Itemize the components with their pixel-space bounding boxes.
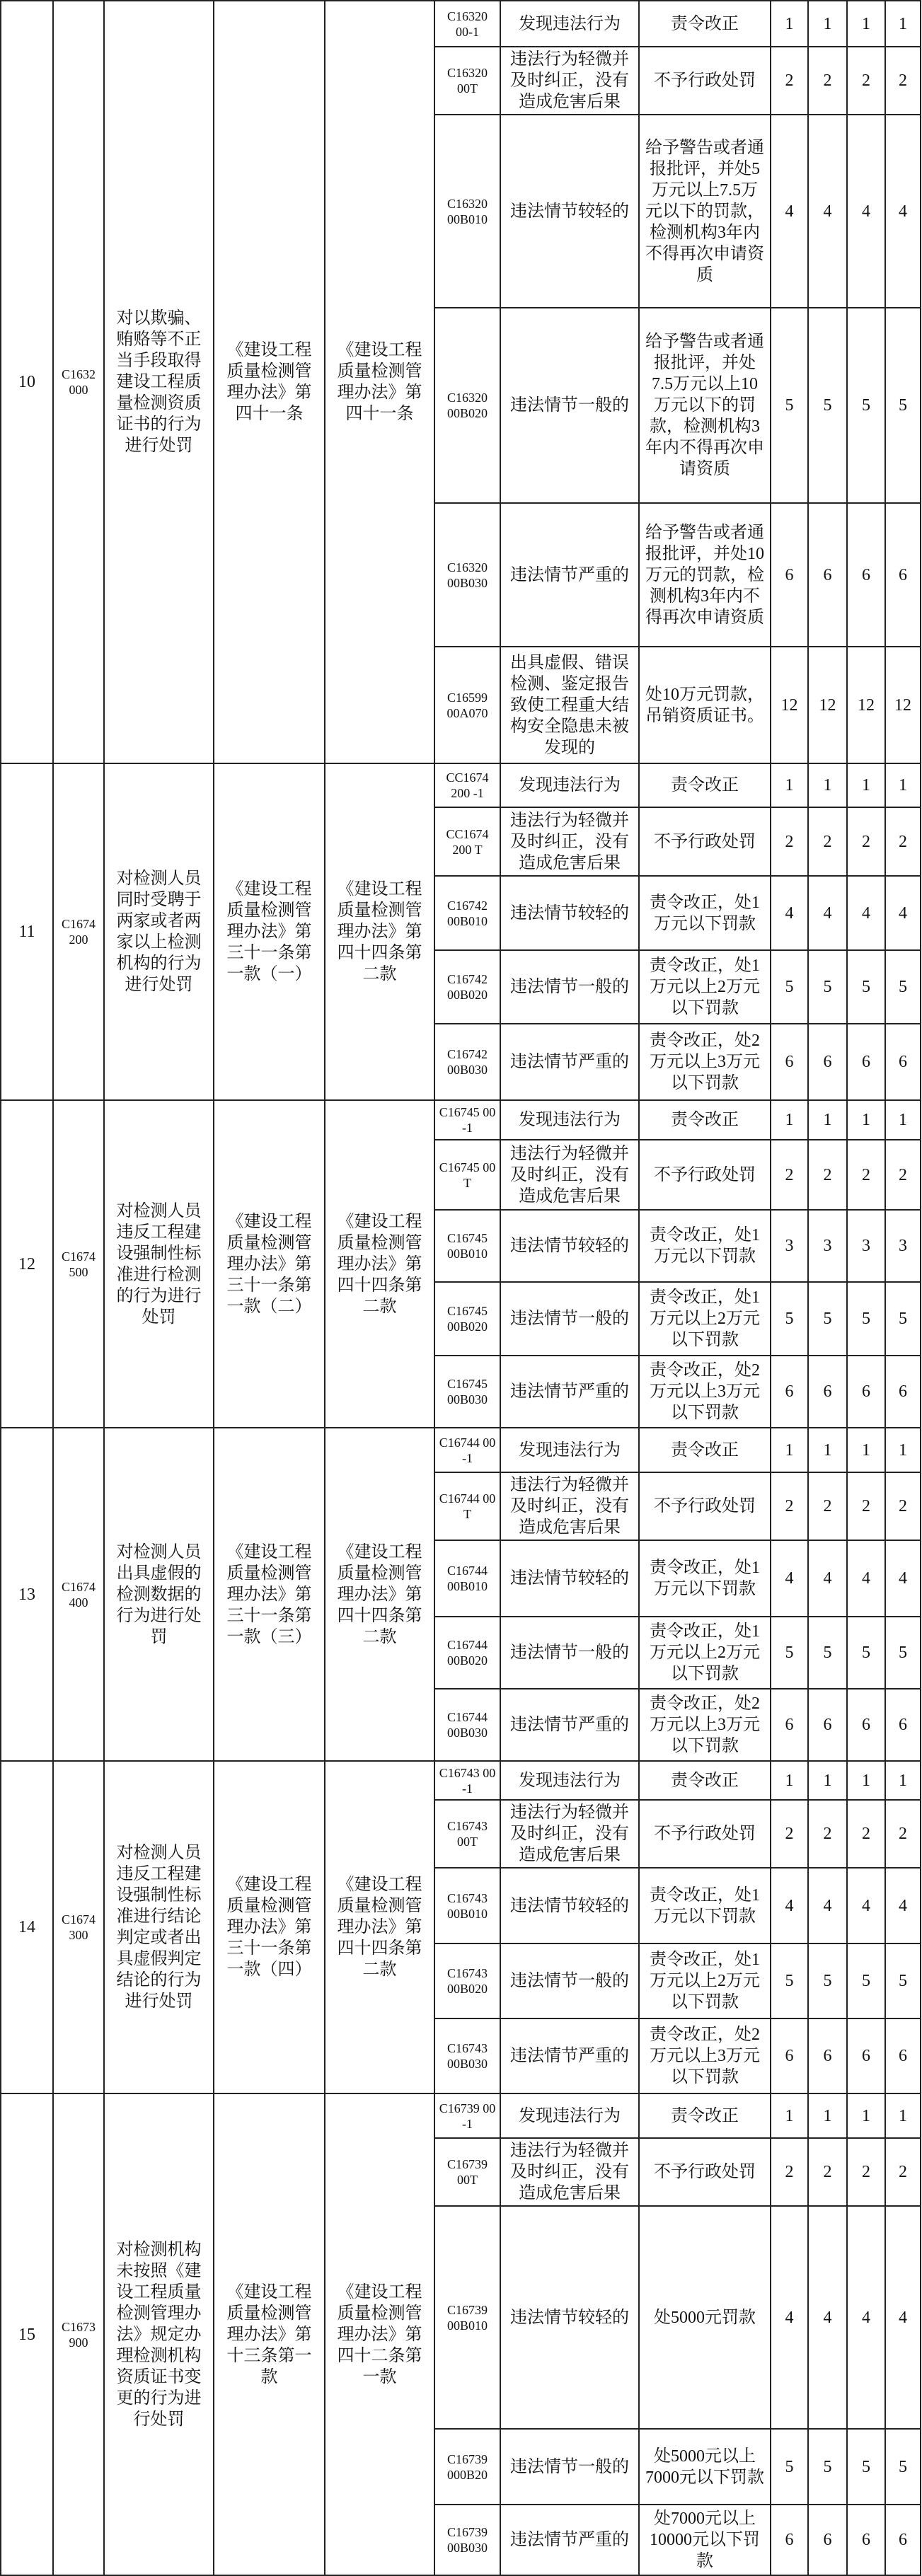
value-cell: 5 xyxy=(808,308,847,503)
value-cell: 6 xyxy=(808,2505,847,2575)
value-cell: 5 xyxy=(885,1943,921,2018)
item-description: 对检测人员违反工程建设强制性标准进行检测的行为进行处罚 xyxy=(104,1100,214,1428)
value-cell: 3 xyxy=(885,1210,921,1282)
value-cell: 4 xyxy=(885,876,921,950)
circumstance-cell: 违法行为轻微并及时纠正，没有造成危害后果 xyxy=(500,1800,639,1868)
value-cell: 2 xyxy=(771,1800,808,1868)
value-cell: 4 xyxy=(771,2206,808,2429)
circumstance-cell: 违法行为轻微并及时纠正，没有造成危害后果 xyxy=(500,807,639,876)
value-cell: 4 xyxy=(885,1868,921,1943)
table-row xyxy=(1,1100,921,1140)
circumstance-cell: 违法情节严重的 xyxy=(500,1356,639,1428)
value-cell: 4 xyxy=(771,1868,808,1943)
sub-item-code: C16745 00B010 xyxy=(434,1210,500,1282)
value-cell: 2 xyxy=(885,1800,921,1868)
value-cell: 3 xyxy=(808,1210,847,1282)
circumstance-cell: 违法情节严重的 xyxy=(500,2505,639,2575)
value-cell: 5 xyxy=(885,1617,921,1689)
value-cell: 2 xyxy=(808,807,847,876)
value-cell: 2 xyxy=(771,807,808,876)
sub-item-code: C16745 00B020 xyxy=(434,1282,500,1356)
sub-item-code: C16320 00B030 xyxy=(434,503,500,647)
value-cell: 4 xyxy=(808,115,847,308)
value-cell: 5 xyxy=(771,1282,808,1356)
value-cell: 4 xyxy=(847,876,885,950)
value-cell: 2 xyxy=(885,47,921,115)
circumstance-cell: 违法情节一般的 xyxy=(500,308,639,503)
circumstance-cell: 违法情节较轻的 xyxy=(500,1540,639,1617)
table-row xyxy=(1,2093,921,2138)
sub-item-code: C16739 00B030 xyxy=(434,2505,500,2575)
value-cell: 1 xyxy=(885,1428,921,1472)
penalty-basis-cell: 《建设工程质量检测管理办法》第四十二条第一款 xyxy=(325,2093,434,2575)
circumstance-cell: 违法情节较轻的 xyxy=(500,1210,639,1282)
value-cell: 1 xyxy=(885,1,921,47)
circumstance-cell: 违法情节严重的 xyxy=(500,503,639,647)
penalty-cell: 责令改正 xyxy=(639,1100,771,1140)
circumstance-cell: 违法情节较轻的 xyxy=(500,115,639,308)
value-cell: 5 xyxy=(771,1617,808,1689)
value-cell: 4 xyxy=(808,1868,847,1943)
item-description: 对检测人员出具虚假的检测数据的行为进行处罚 xyxy=(104,1428,214,1761)
value-cell: 1 xyxy=(808,1761,847,1800)
row-number: 11 xyxy=(1,763,53,1100)
value-cell: 6 xyxy=(847,1356,885,1428)
circumstance-cell: 违法情节一般的 xyxy=(500,950,639,1024)
value-cell: 6 xyxy=(771,1024,808,1100)
penalty-cell: 责令改正 xyxy=(639,2093,771,2138)
circumstance-cell: 发现违法行为 xyxy=(500,2093,639,2138)
value-cell: 1 xyxy=(808,1428,847,1472)
item-description: 对以欺骗、贿赂等不正当手段取得建设工程质量检测资质证书的行为进行处罚 xyxy=(104,1,214,763)
value-cell: 1 xyxy=(847,1761,885,1800)
value-cell: 1 xyxy=(847,763,885,807)
value-cell: 6 xyxy=(771,2505,808,2575)
penalty-cell: 责令改正，处1万元以上2万元以下罚款 xyxy=(639,1943,771,2018)
value-cell: 6 xyxy=(808,2018,847,2093)
value-cell: 1 xyxy=(885,1100,921,1140)
penalty-cell: 不予行政处罚 xyxy=(639,1472,771,1540)
table-row xyxy=(1,1428,921,1472)
value-cell: 1 xyxy=(771,1,808,47)
circumstance-cell: 违法情节一般的 xyxy=(500,2429,639,2505)
penalty-basis-cell: 《建设工程质量检测管理办法》第四十四条第二款 xyxy=(325,1428,434,1761)
value-cell: 1 xyxy=(771,1428,808,1472)
row-number: 12 xyxy=(1,1100,53,1428)
value-cell: 5 xyxy=(847,950,885,1024)
value-cell: 2 xyxy=(771,47,808,115)
value-cell: 5 xyxy=(847,308,885,503)
value-cell: 5 xyxy=(771,2429,808,2505)
value-cell: 4 xyxy=(847,1540,885,1617)
value-cell: 4 xyxy=(808,1540,847,1617)
value-cell: 6 xyxy=(885,1024,921,1100)
sub-item-code: CC1674 200 -1 xyxy=(434,763,500,807)
sub-item-code: C16739 00 -1 xyxy=(434,2093,500,2138)
penalty-cell: 责令改正，处1万元以上2万元以下罚款 xyxy=(639,1617,771,1689)
circumstance-cell: 违法行为轻微并及时纠正，没有造成危害后果 xyxy=(500,47,639,115)
penalty-basis-cell: 《建设工程质量检测管理办法》第四十四条第二款 xyxy=(325,763,434,1100)
penalty-cell: 给予警告或者通报批评，并处10万元的罚款，检测机构3年内不得再次申请资质 xyxy=(639,503,771,647)
penalty-cell: 责令改正，处1万元以下罚款 xyxy=(639,1210,771,1282)
penalty-cell: 责令改正 xyxy=(639,1761,771,1800)
value-cell: 2 xyxy=(885,807,921,876)
circumstance-cell: 违法情节较轻的 xyxy=(500,2206,639,2429)
value-cell: 2 xyxy=(808,47,847,115)
value-cell: 5 xyxy=(808,2429,847,2505)
sub-item-code: C16743 00B030 xyxy=(434,2018,500,2093)
sub-item-code: C16743 00T xyxy=(434,1800,500,1868)
value-cell: 4 xyxy=(847,115,885,308)
value-cell: 5 xyxy=(885,308,921,503)
value-cell: 1 xyxy=(847,1,885,47)
value-cell: 5 xyxy=(847,2429,885,2505)
sub-item-code: CC1674 200 T xyxy=(434,807,500,876)
value-cell: 2 xyxy=(808,1800,847,1868)
penalty-cell: 责令改正，处2万元以上3万元以下罚款 xyxy=(639,2018,771,2093)
value-cell: 2 xyxy=(808,1140,847,1210)
circumstance-cell: 出具虚假、错误检测、鉴定报告致使工程重大结构安全隐患未被发现的 xyxy=(500,647,639,763)
sub-item-code: C16745 00 T xyxy=(434,1140,500,1210)
value-cell: 6 xyxy=(771,2018,808,2093)
value-cell: 5 xyxy=(808,1282,847,1356)
circumstance-cell: 违法行为轻微并及时纠正，没有造成危害后果 xyxy=(500,1472,639,1540)
value-cell: 2 xyxy=(847,807,885,876)
value-cell: 5 xyxy=(771,1943,808,2018)
value-cell: 5 xyxy=(771,308,808,503)
value-cell: 1 xyxy=(847,1100,885,1140)
table-body xyxy=(1,1,921,2575)
item-code: C1674 500 xyxy=(53,1100,104,1428)
value-cell: 4 xyxy=(847,2206,885,2429)
value-cell: 6 xyxy=(885,2505,921,2575)
value-cell: 1 xyxy=(885,2093,921,2138)
value-cell: 2 xyxy=(771,1472,808,1540)
value-cell: 1 xyxy=(771,1100,808,1140)
item-description: 对检测人员违反工程建设强制性标准进行结论判定或者出具虚假判定结论的行为进行处罚 xyxy=(104,1761,214,2093)
value-cell: 6 xyxy=(808,503,847,647)
penalty-cell: 责令改正，处1万元以下罚款 xyxy=(639,1868,771,1943)
sub-item-code: C16743 00B020 xyxy=(434,1943,500,2018)
value-cell: 6 xyxy=(885,1356,921,1428)
legal-basis-cell: 《建设工程质量检测管理办法》第十三条第一款 xyxy=(214,2093,325,2575)
table-row xyxy=(1,1761,921,1800)
value-cell: 6 xyxy=(808,1689,847,1761)
circumstance-cell: 违法情节一般的 xyxy=(500,1282,639,1356)
penalty-cell: 责令改正，处1万元以上2万元以下罚款 xyxy=(639,950,771,1024)
sub-item-code: C16742 00B010 xyxy=(434,876,500,950)
value-cell: 4 xyxy=(885,1540,921,1617)
value-cell: 12 xyxy=(808,647,847,763)
circumstance-cell: 违法行为轻微并及时纠正，没有造成危害后果 xyxy=(500,1140,639,1210)
circumstance-cell: 违法情节一般的 xyxy=(500,1943,639,2018)
value-cell: 5 xyxy=(847,1282,885,1356)
value-cell: 3 xyxy=(771,1210,808,1282)
table-row xyxy=(1,763,921,807)
value-cell: 6 xyxy=(808,1024,847,1100)
item-code: C1674 300 xyxy=(53,1761,104,2093)
table-row xyxy=(1,1,921,47)
value-cell: 1 xyxy=(771,2093,808,2138)
value-cell: 1 xyxy=(808,763,847,807)
circumstance-cell: 违法情节严重的 xyxy=(500,1689,639,1761)
sub-item-code: C16739 000B20 xyxy=(434,2429,500,2505)
value-cell: 2 xyxy=(885,1472,921,1540)
sub-item-code: C16320 00T xyxy=(434,47,500,115)
value-cell: 5 xyxy=(808,950,847,1024)
value-cell: 3 xyxy=(847,1210,885,1282)
item-description: 对检测机构未按照《建设工程质量检测管理办法》规定办理检测机构资质证书变更的行为进行处罚 xyxy=(104,2093,214,2575)
value-cell: 2 xyxy=(885,1140,921,1210)
value-cell: 2 xyxy=(847,1472,885,1540)
value-cell: 4 xyxy=(847,1868,885,1943)
value-cell: 12 xyxy=(847,647,885,763)
sub-item-code: C16744 00B020 xyxy=(434,1617,500,1689)
value-cell: 6 xyxy=(847,2505,885,2575)
value-cell: 2 xyxy=(847,1800,885,1868)
penalty-cell: 不予行政处罚 xyxy=(639,1140,771,1210)
value-cell: 5 xyxy=(885,2429,921,2505)
value-cell: 6 xyxy=(808,1356,847,1428)
value-cell: 2 xyxy=(847,2138,885,2206)
circumstance-cell: 发现违法行为 xyxy=(500,1,639,47)
penalty-basis-cell: 《建设工程质量检测管理办法》第四十四条第二款 xyxy=(325,1100,434,1428)
value-cell: 6 xyxy=(771,503,808,647)
penalty-cell: 不予行政处罚 xyxy=(639,2138,771,2206)
value-cell: 5 xyxy=(847,1943,885,2018)
sub-item-code: C16744 00 -1 xyxy=(434,1428,500,1472)
circumstance-cell: 违法情节严重的 xyxy=(500,1024,639,1100)
sub-item-code: C16320 00-1 xyxy=(434,1,500,47)
circumstance-cell: 违法情节一般的 xyxy=(500,1617,639,1689)
penalty-cell: 不予行政处罚 xyxy=(639,47,771,115)
penalty-cell: 不予行政处罚 xyxy=(639,807,771,876)
value-cell: 1 xyxy=(771,1761,808,1800)
sub-item-code: C16744 00 T xyxy=(434,1472,500,1540)
circumstance-cell: 违法情节严重的 xyxy=(500,2018,639,2093)
value-cell: 1 xyxy=(771,763,808,807)
value-cell: 1 xyxy=(885,763,921,807)
penalty-cell: 责令改正，处1万元以上2万元以下罚款 xyxy=(639,1282,771,1356)
value-cell: 4 xyxy=(771,115,808,308)
penalty-cell: 给予警告或者通报批评，并处5万元以上7.5万元以下的罚款，检测机构3年内不得再次申请资质 xyxy=(639,115,771,308)
value-cell: 5 xyxy=(885,1282,921,1356)
value-cell: 2 xyxy=(808,2138,847,2206)
circumstance-cell: 发现违法行为 xyxy=(500,1428,639,1472)
value-cell: 1 xyxy=(847,2093,885,2138)
sub-item-code: C16745 00 -1 xyxy=(434,1100,500,1140)
value-cell: 4 xyxy=(885,115,921,308)
penalty-cell: 处5000元以上7000元以下罚款 xyxy=(639,2429,771,2505)
value-cell: 1 xyxy=(808,2093,847,2138)
item-description: 对检测人员同时受聘于两家或者两家以上检测机构的行为进行处罚 xyxy=(104,763,214,1100)
value-cell: 4 xyxy=(771,876,808,950)
value-cell: 5 xyxy=(847,1617,885,1689)
penalty-cell: 责令改正 xyxy=(639,1428,771,1472)
sub-item-code: C16320 00B010 xyxy=(434,115,500,308)
sub-item-code: C16320 00B020 xyxy=(434,308,500,503)
value-cell: 1 xyxy=(847,1428,885,1472)
row-number: 13 xyxy=(1,1428,53,1761)
value-cell: 4 xyxy=(808,876,847,950)
value-cell: 5 xyxy=(771,950,808,1024)
value-cell: 6 xyxy=(885,2018,921,2093)
value-cell: 2 xyxy=(808,1472,847,1540)
value-cell: 6 xyxy=(847,503,885,647)
circumstance-cell: 发现违法行为 xyxy=(500,1761,639,1800)
sub-item-code: C16739 00B010 xyxy=(434,2206,500,2429)
circumstance-cell: 违法行为轻微并及时纠正，没有造成危害后果 xyxy=(500,2138,639,2206)
value-cell: 5 xyxy=(808,1617,847,1689)
penalty-cell: 责令改正，处2万元以上3万元以下罚款 xyxy=(639,1024,771,1100)
legal-basis-cell: 《建设工程质量检测管理办法》第三十一条第一款（四） xyxy=(214,1761,325,2093)
circumstance-cell: 违法情节较轻的 xyxy=(500,1868,639,1943)
sub-item-code: C16599 00A070 xyxy=(434,647,500,763)
value-cell: 2 xyxy=(771,2138,808,2206)
sub-item-code: C16745 00B030 xyxy=(434,1356,500,1428)
sub-item-code: C16739 00T xyxy=(434,2138,500,2206)
value-cell: 6 xyxy=(847,1024,885,1100)
value-cell: 2 xyxy=(885,2138,921,2206)
penalty-cell: 不予行政处罚 xyxy=(639,1800,771,1868)
legal-basis-cell: 《建设工程质量检测管理办法》第三十一条第一款（三） xyxy=(214,1428,325,1761)
penalty-basis-cell: 《建设工程质量检测管理办法》第四十四条第二款 xyxy=(325,1761,434,2093)
value-cell: 2 xyxy=(847,47,885,115)
penalty-cell: 责令改正 xyxy=(639,1,771,47)
legal-basis-cell: 《建设工程质量检测管理办法》第三十一条第一款（二） xyxy=(214,1100,325,1428)
legal-basis-cell: 《建设工程质量检测管理办法》第四十一条 xyxy=(214,1,325,763)
sub-item-code: C16744 00B010 xyxy=(434,1540,500,1617)
penalty-cell: 责令改正，处1万元以下罚款 xyxy=(639,876,771,950)
value-cell: 6 xyxy=(885,1689,921,1761)
circumstance-cell: 违法情节较轻的 xyxy=(500,876,639,950)
circumstance-cell: 发现违法行为 xyxy=(500,763,639,807)
legal-basis-cell: 《建设工程质量检测管理办法》第三十一条第一款（一） xyxy=(214,763,325,1100)
row-number: 15 xyxy=(1,2093,53,2575)
value-cell: 12 xyxy=(885,647,921,763)
value-cell: 12 xyxy=(771,647,808,763)
value-cell: 2 xyxy=(771,1140,808,1210)
value-cell: 5 xyxy=(808,1943,847,2018)
value-cell: 6 xyxy=(885,503,921,647)
row-number: 10 xyxy=(1,1,53,763)
value-cell: 6 xyxy=(847,2018,885,2093)
item-code: C1632 000 xyxy=(53,1,104,763)
sub-item-code: C16743 00B010 xyxy=(434,1868,500,1943)
value-cell: 4 xyxy=(771,1540,808,1617)
circumstance-cell: 发现违法行为 xyxy=(500,1100,639,1140)
penalty-cell: 责令改正，处2万元以上3万元以下罚款 xyxy=(639,1356,771,1428)
value-cell: 6 xyxy=(771,1689,808,1761)
penalty-cell: 责令改正 xyxy=(639,763,771,807)
value-cell: 1 xyxy=(885,1761,921,1800)
penalty-cell: 责令改正，处2万元以上3万元以下罚款 xyxy=(639,1689,771,1761)
value-cell: 4 xyxy=(808,2206,847,2429)
sub-item-code: C16742 00B020 xyxy=(434,950,500,1024)
value-cell: 6 xyxy=(771,1356,808,1428)
penalty-cell: 处5000元罚款 xyxy=(639,2206,771,2429)
penalty-basis-cell: 《建设工程质量检测管理办法》第四十一条 xyxy=(325,1,434,763)
row-number: 14 xyxy=(1,1761,53,2093)
value-cell: 6 xyxy=(847,1689,885,1761)
value-cell: 1 xyxy=(808,1,847,47)
penalty-cell: 责令改正，处1万元以下罚款 xyxy=(639,1540,771,1617)
sub-item-code: C16743 00 -1 xyxy=(434,1761,500,1800)
item-code: C1674 400 xyxy=(53,1428,104,1761)
item-code: C1674 200 xyxy=(53,763,104,1100)
value-cell: 2 xyxy=(847,1140,885,1210)
value-cell: 5 xyxy=(885,950,921,1024)
item-code: C1673 900 xyxy=(53,2093,104,2575)
penalty-cell: 给予警告或者通报批评，并处7.5万元以上10万元以下的罚款，检测机构3年内不得再次申请资质 xyxy=(639,308,771,503)
value-cell: 1 xyxy=(808,1100,847,1140)
penalty-cell: 处7000元以上10000元以下罚款 xyxy=(639,2505,771,2575)
sub-item-code: C16742 00B030 xyxy=(434,1024,500,1100)
sub-item-code: C16744 00B030 xyxy=(434,1689,500,1761)
value-cell: 4 xyxy=(885,2206,921,2429)
penalty-cell: 处10万元罚款，吊销资质证书。 xyxy=(639,647,771,763)
